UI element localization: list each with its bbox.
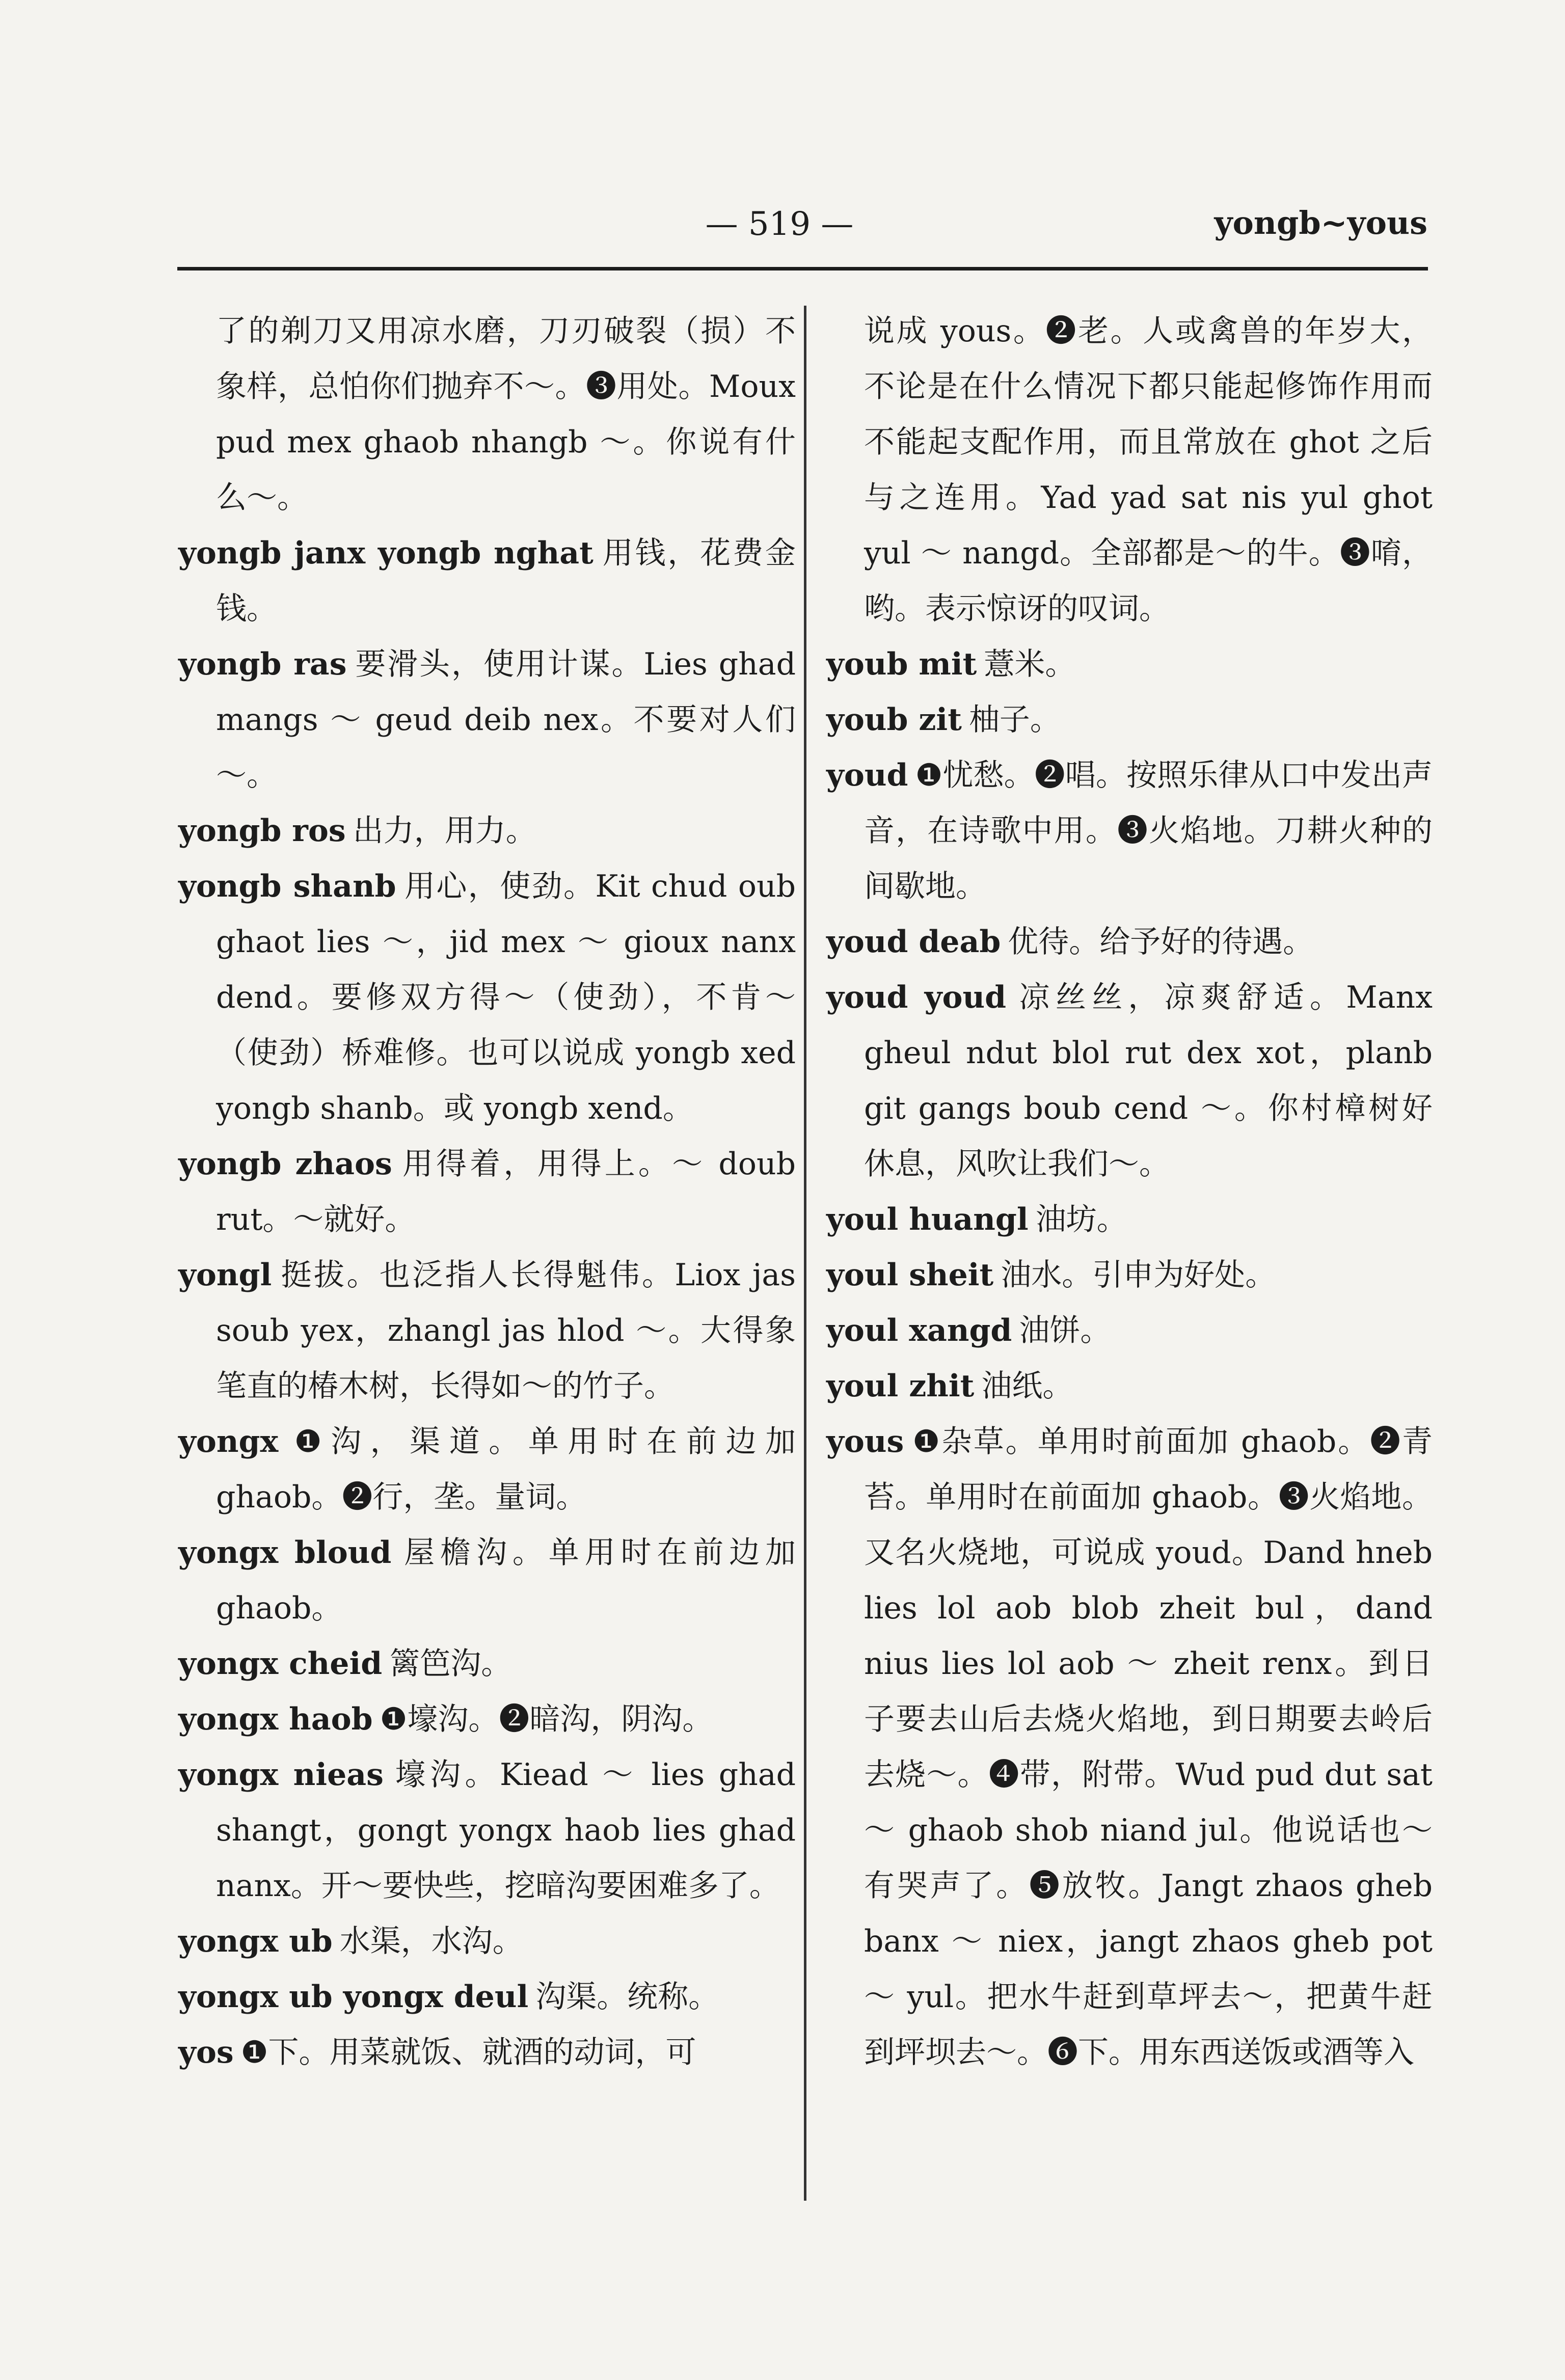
dictionary-entry bbox=[178, 637, 796, 803]
dictionary-entry bbox=[178, 1636, 796, 1692]
dictionary-entry bbox=[178, 2025, 796, 2080]
entry-headword: yongx ub bbox=[178, 1924, 333, 1959]
dictionary-entry bbox=[178, 859, 796, 1137]
dictionary-entry bbox=[178, 1414, 796, 1525]
entry-headword: yongb ras bbox=[178, 646, 347, 682]
entry-definition: 沟渠。统称。 bbox=[535, 1979, 719, 2015]
entry-headword: yongb shanb bbox=[178, 869, 396, 904]
page-header bbox=[0, 0, 1565, 275]
entry-definition: 壕沟。Kiead ～ lies ghad shangt，gongt yongx haob lies ghad nanx。开～要快些，挖暗沟要困难多了。 bbox=[216, 1757, 796, 1904]
entry-headword: youd bbox=[826, 758, 908, 793]
entry-headword: youl sheit bbox=[826, 1257, 994, 1293]
entry-definition: 薏米。 bbox=[984, 646, 1076, 682]
dictionary-entry bbox=[178, 1137, 796, 1248]
entry-headword: yongx bbox=[178, 1424, 279, 1459]
dictionary-entry bbox=[826, 637, 1433, 692]
column-divider bbox=[804, 306, 806, 2201]
entry-definition: ❶壕沟。❷暗沟，阴沟。 bbox=[380, 1701, 713, 1737]
entry-headword: yongb zhaos bbox=[178, 1146, 392, 1182]
entry-headword: youb mit bbox=[826, 646, 977, 682]
entry-headword: yongx nieas bbox=[178, 1757, 384, 1793]
entry-definition: 要滑头，使用计谋。Lies ghad mangs ～ geud deib nex。不要对人们～。 bbox=[216, 646, 796, 793]
entry-definition: 了的剃刀又用凉水磨，刀刃破裂（损）不象样，总怕你们抛弃不～。❸用处。Moux pud mex ghaob nhangb ～。你说有什么～。 bbox=[216, 313, 796, 516]
entry-definition: ❶下。用菜就饭、就酒的动词，可 bbox=[240, 2035, 696, 2070]
entry-definition: ❶杂草。单用时前面加 ghaob。❷青苔。单用时在前面加 ghaob。❸火焰地。又名火烧地，可说成 youd。Dand hneb lies lol aob blob zheit bul，dand nius lies lol aob ～ zheit renx。到日子要去山后去烧火焰地，到日期要去岭后去烧～。❹带，附带。Wud pud dut sat ～ ghaob shob niand jul。他说话也～有哭声了。❺放牧。Jangt zhaos gheb banx ～ niex，jangt zhaos gheb pot ～ yul。把水牛赶到草坪去～，把黄牛赶到坪坝去～。❻下。用东西送饭或酒等入 bbox=[864, 1424, 1433, 2070]
page-number: — 519 — bbox=[705, 205, 854, 243]
entry-headword: yongx cheid bbox=[178, 1646, 383, 1682]
entry-headword: youd youd bbox=[826, 980, 1007, 1015]
dictionary-entry bbox=[178, 1248, 796, 1414]
entry-definition: 水渠，水沟。 bbox=[339, 1924, 523, 1959]
entry-headword: youb zit bbox=[826, 702, 962, 738]
entry-continuation bbox=[826, 304, 1433, 637]
dictionary-entry bbox=[826, 1192, 1433, 1248]
entry-definition: 用得着，用得上。～ doub rut。～就好。 bbox=[216, 1146, 796, 1237]
entry-headword: youl xangd bbox=[826, 1313, 1012, 1348]
dictionary-entry bbox=[826, 1248, 1433, 1303]
entry-definition: 说成 yous。❷老。人或禽兽的年岁大，不论是在什么情况下都只能起修饰作用而不能起支配作用，而且常放在 ghot 之后与之连用。Yad yad sat nis yul ghot yul ～ nangd。全部都是～的牛。❸唷，哟。表示惊讶的叹词。 bbox=[864, 313, 1433, 627]
dictionary-entry bbox=[178, 1747, 796, 1914]
entry-headword: yongl bbox=[178, 1257, 272, 1293]
entry-definition: ❶沟，渠道。单用时在前边加 ghaob。❷行，垄。量词。 bbox=[216, 1424, 796, 1515]
entry-definition: 屋檐沟。单用时在前边加 ghaob。 bbox=[216, 1535, 796, 1626]
dictionary-entry bbox=[178, 1525, 796, 1636]
entry-definition: 挺拔。也泛指人长得魁伟。Liox jas soub yex，zhangl jas hlod ～。大得象笔直的椿木树，长得如～的竹子。 bbox=[216, 1257, 796, 1404]
entry-headword: youl zhit bbox=[826, 1368, 975, 1404]
entry-definition: 出力，用力。 bbox=[353, 813, 536, 849]
entry-headword: yongx ub yongx deul bbox=[178, 1979, 529, 2015]
entry-headword: yongx haob bbox=[178, 1701, 373, 1737]
entry-headword: youl huangl bbox=[826, 1202, 1029, 1237]
entry-definition: 油纸。 bbox=[981, 1368, 1073, 1404]
entry-definition: ❶忧愁。❷唱。按照乐律从口中发出声音，在诗歌中用。❸火焰地。刀耕火种的间歇地。 bbox=[864, 758, 1433, 904]
entry-definition: 篱笆沟。 bbox=[389, 1646, 512, 1682]
dictionary-entry bbox=[826, 748, 1433, 914]
entry-definition: 油饼。 bbox=[1019, 1313, 1111, 1348]
running-head: yongb~yous bbox=[1214, 204, 1427, 241]
dictionary-entry bbox=[826, 1359, 1433, 1414]
entry-headword: yous bbox=[826, 1424, 904, 1459]
entry-headword: yos bbox=[178, 2035, 234, 2070]
header-rule bbox=[177, 267, 1428, 271]
entry-continuation bbox=[178, 304, 796, 526]
dictionary-entry bbox=[826, 1303, 1433, 1359]
entry-definition: 油水。引申为好处。 bbox=[1001, 1257, 1276, 1293]
entry-definition: 油坊。 bbox=[1035, 1202, 1127, 1237]
entry-headword: youd deab bbox=[826, 924, 1001, 960]
entry-headword: yongb ros bbox=[178, 813, 346, 849]
dictionary-entry bbox=[826, 1414, 1433, 2080]
entry-headword: yongx bloud bbox=[178, 1535, 392, 1571]
left-column bbox=[178, 304, 796, 2080]
entry-definition: 用心，使劲。Kit chud oub ghaot lies ～，jid mex ～ gioux nanx dend。要修双方得～（使劲），不肯～（使劲）桥难修。也可以说成 yongb xed yongb shanb。或 yongb xend。 bbox=[216, 869, 796, 1126]
dictionary-entry bbox=[826, 970, 1433, 1192]
entry-definition: 优待。给予好的待遇。 bbox=[1008, 924, 1314, 960]
dictionary-entry bbox=[826, 692, 1433, 748]
entry-headword: yongb janx yongb nghat bbox=[178, 535, 593, 571]
dictionary-entry bbox=[178, 1692, 796, 1747]
entry-definition: 凉丝丝，凉爽舒适。Manx gheul ndut blol rut dex xot，planb git gangs boub cend ～。你村樟树好休息，风吹让我们～。 bbox=[864, 980, 1433, 1182]
dictionary-entry bbox=[178, 803, 796, 859]
dictionary-entry bbox=[178, 1914, 796, 1969]
dictionary-entry bbox=[178, 526, 796, 637]
entry-definition: 柚子。 bbox=[968, 702, 1061, 738]
dictionary-entry bbox=[826, 914, 1433, 970]
entry-definition: 用钱，花费金钱。 bbox=[216, 535, 796, 627]
right-column bbox=[826, 304, 1433, 2080]
dictionary-entry bbox=[178, 1969, 796, 2025]
